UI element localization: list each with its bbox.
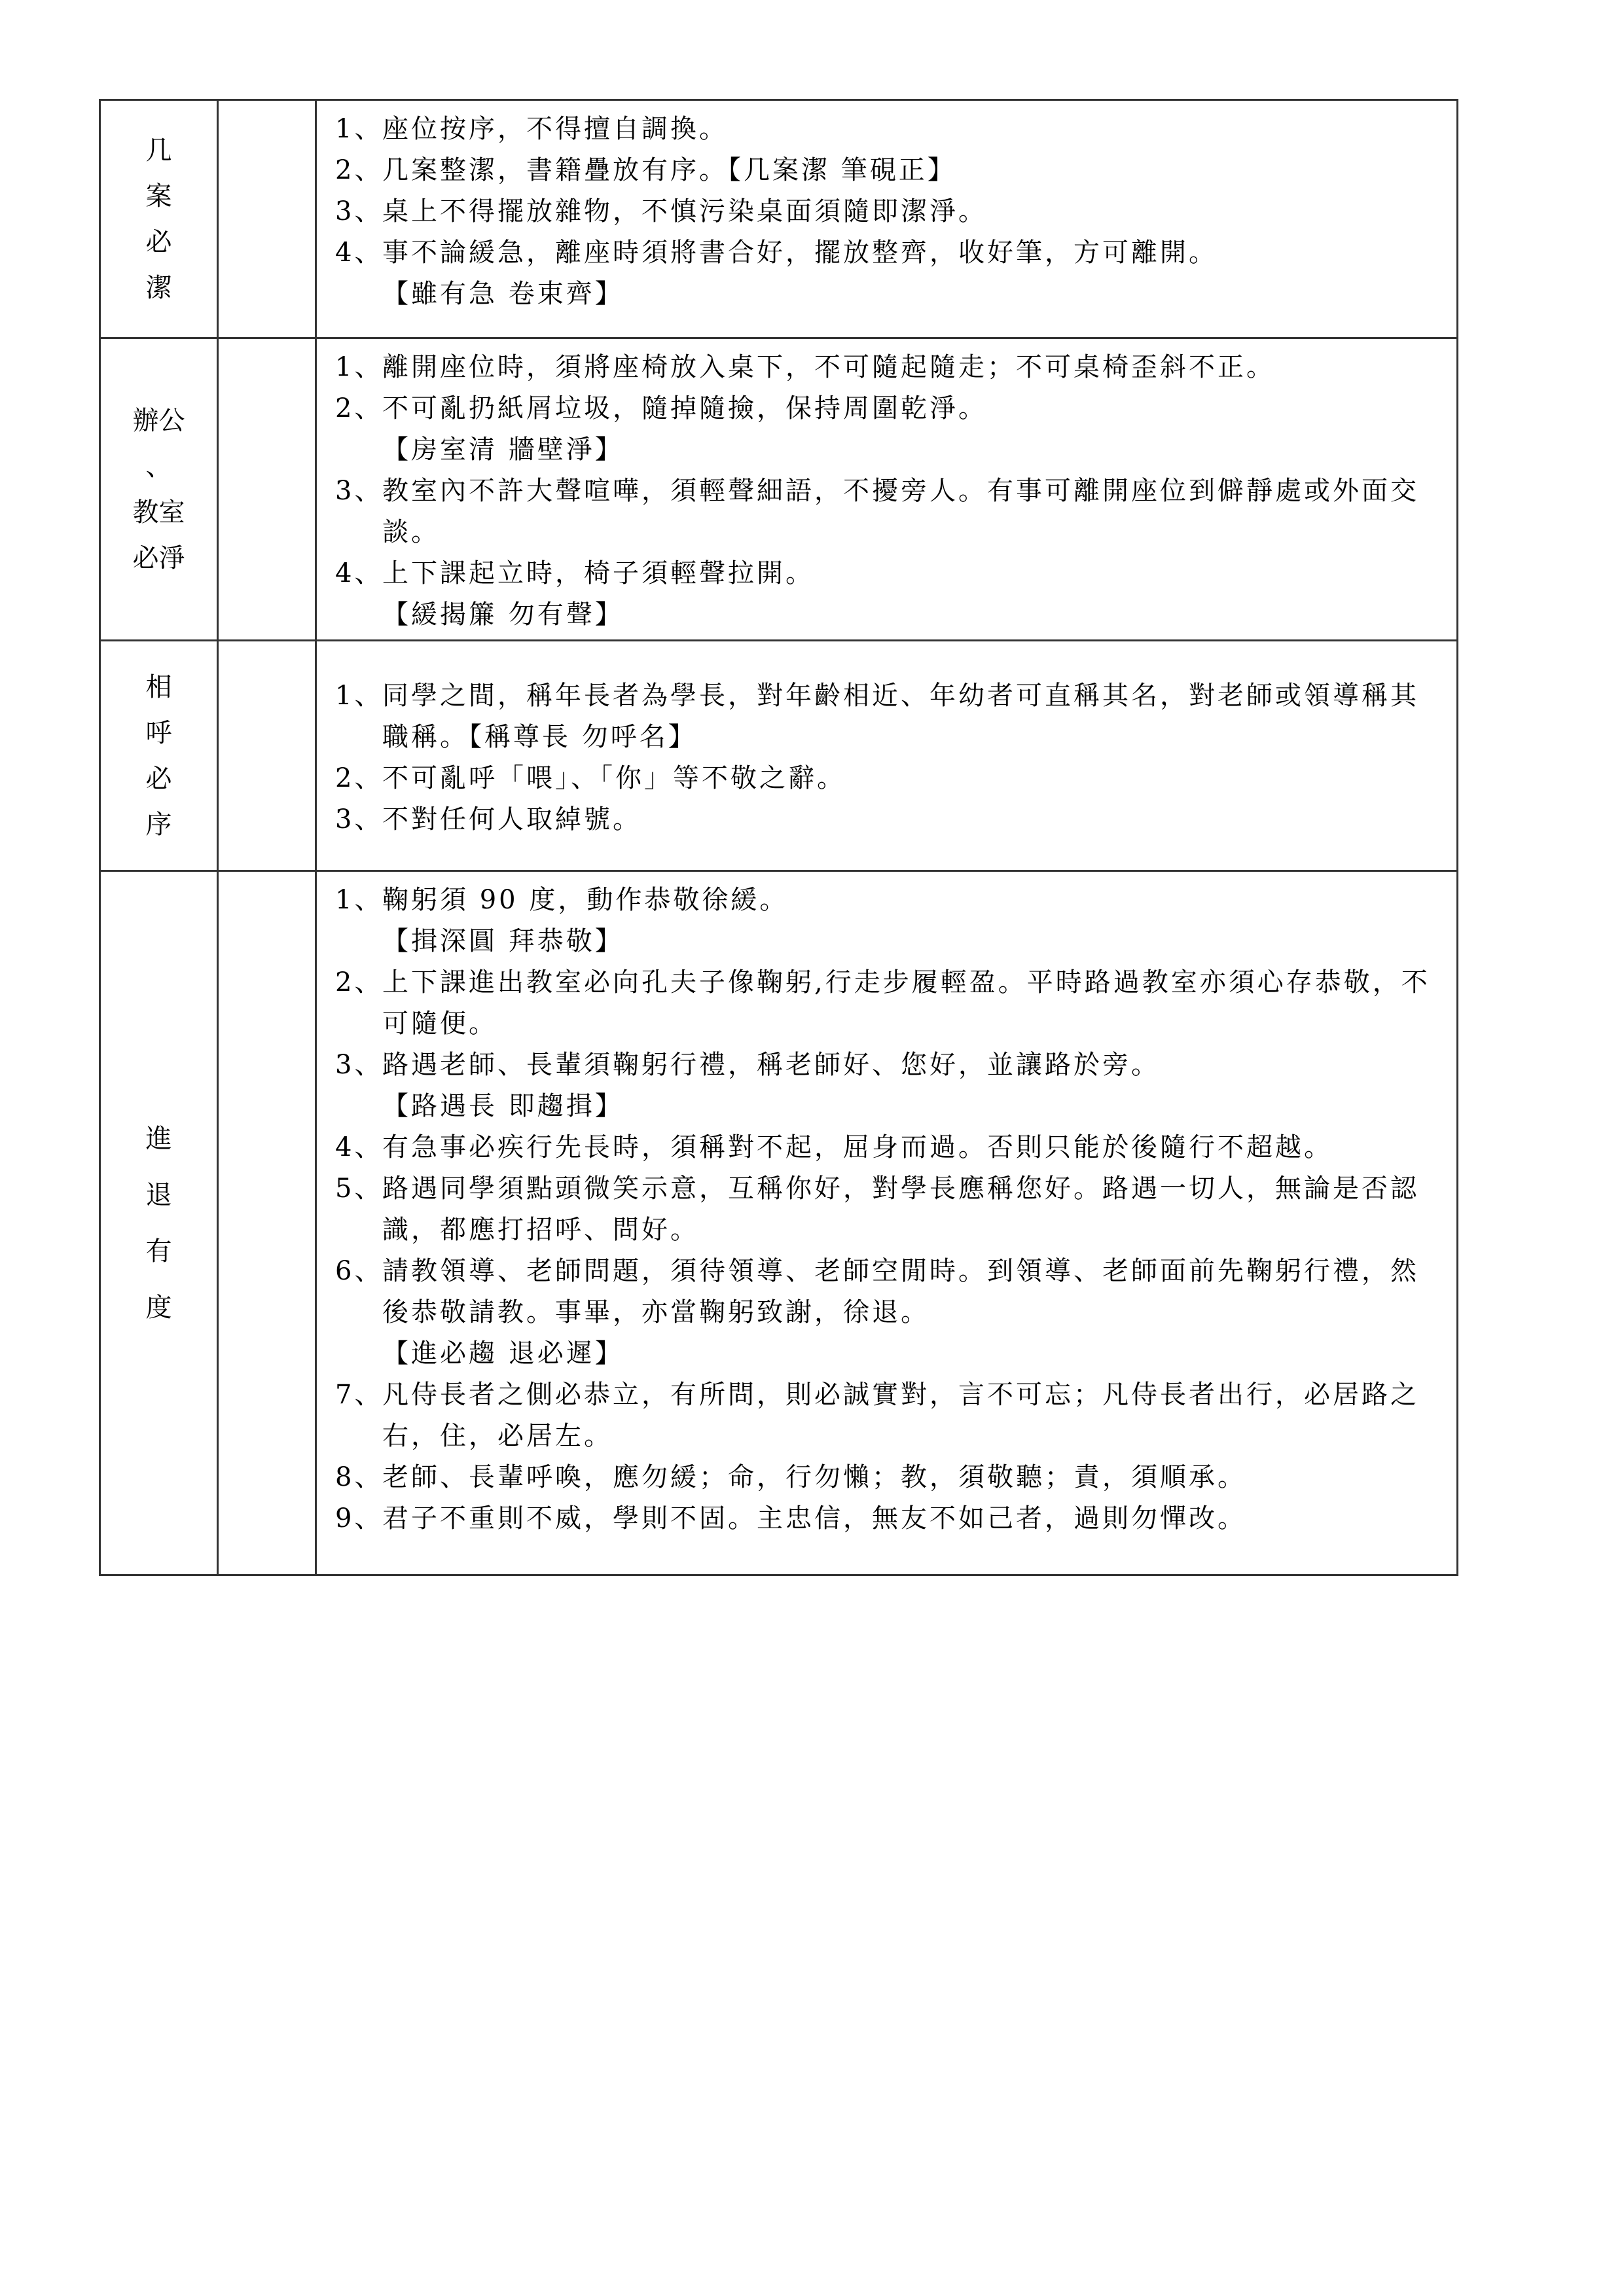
rule-text: 請教領導、老師問題，須待領導、老師空閒時。到領導、老師面前先鞠躬行禮，然後恭敬請教。事畢，亦當鞠躬致謝，徐退。 <box>382 1256 1419 1327</box>
section-body-cell <box>316 871 1458 1575</box>
rule-motto: 【房室清 牆壁淨】 <box>382 435 624 465</box>
section-title-cell <box>100 641 218 871</box>
rule-number: 2、 <box>335 762 384 793</box>
rule-item <box>335 880 1447 921</box>
rule-number: 1、 <box>335 885 384 915</box>
rule-item <box>335 799 1447 840</box>
blank-cell <box>218 871 316 1575</box>
rule-item <box>335 1457 1447 1498</box>
section-title-char: 必淨 <box>132 543 185 573</box>
rule-number: 3、 <box>335 1050 384 1080</box>
rule-text: 几案整潔，書籍疊放有序。【几案潔 筆硯正】 <box>382 155 956 185</box>
section-title-char: 案 <box>145 181 172 211</box>
rule-item <box>335 1168 1447 1251</box>
rule-text: 同學之間，稱年長者為學長，對年齡相近、年幼者可直稱其名，對老師或領導稱其職稱。【稱尊長 勿呼名】 <box>382 680 1419 752</box>
blank-cell <box>218 100 316 338</box>
section-title-char: 必 <box>145 226 172 257</box>
rule-item <box>335 109 1447 150</box>
rule-text: 事不論緩急，離座時須將書合好，擺放整齊，收好筆，方可離開。 <box>382 238 1218 268</box>
section-title-char: 辦公 <box>132 405 185 436</box>
rule-item <box>335 1251 1447 1333</box>
rule-text: 凡侍長者之側必恭立，有所問，則必誠實對，言不可忘；凡侍長者出行，必居路之右，住，必居左。 <box>382 1380 1419 1451</box>
rule-item <box>335 1374 1447 1457</box>
section-title-char: 進 <box>145 1123 172 1154</box>
rule-text: 君子不重則不威，學則不固。主忠信，無友不如己者，過則勿憚改。 <box>382 1503 1246 1534</box>
blank-cell <box>218 641 316 871</box>
rule-number: 7、 <box>335 1380 384 1410</box>
section-row <box>100 338 1458 641</box>
rule-number: 1、 <box>335 680 384 711</box>
section-title-char: 、 <box>145 451 172 482</box>
rule-text: 教室內不許大聲喧嘩，須輕聲細語，不擾旁人。有事可離開座位到僻靜處或外面交談。 <box>382 476 1419 547</box>
rule-item <box>335 553 1447 594</box>
rule-number: 5、 <box>335 1174 384 1204</box>
section-title-char: 有 <box>145 1236 172 1266</box>
rule-item <box>335 1127 1447 1168</box>
rule-number: 4、 <box>335 238 384 268</box>
rule-item <box>335 232 1447 274</box>
rule-number: 6、 <box>335 1256 384 1286</box>
section-title-char: 教室 <box>132 497 185 528</box>
blank-cell <box>218 338 316 641</box>
rule-item <box>335 758 1447 799</box>
rule-item <box>335 150 1447 191</box>
rules-table <box>99 99 1458 1576</box>
rule-item <box>335 1045 1447 1086</box>
section-title-char: 几 <box>145 135 172 166</box>
rule-item <box>335 1333 1447 1374</box>
rule-text: 路遇同學須點頭微笑示意，互稱你好，對學長應稱您好。路遇一切人，無論是否認識，都應打招呼、問好。 <box>382 1174 1419 1245</box>
rule-text: 離開座位時，須將座椅放入桌下，不可隨起隨走；不可桌椅歪斜不正。 <box>382 352 1275 382</box>
rule-motto: 【揖深圓 拜恭敬】 <box>382 926 624 956</box>
rule-text: 座位按序，不得擅自調換。 <box>382 114 728 144</box>
rule-item <box>335 191 1447 232</box>
rule-item <box>335 962 1447 1045</box>
section-body-cell <box>316 100 1458 338</box>
rule-item <box>335 429 1447 471</box>
section-body-cell <box>316 338 1458 641</box>
section-row <box>100 100 1458 338</box>
section-title-char: 序 <box>145 809 172 840</box>
rule-number: 3、 <box>335 476 384 506</box>
rule-text: 不可亂扔紙屑垃圾，隨掉隨撿，保持周圍乾淨。 <box>382 393 987 423</box>
rule-motto: 【路遇長 即趨揖】 <box>382 1091 624 1121</box>
rule-number: 8、 <box>335 1462 384 1492</box>
rule-text: 不對任何人取綽號。 <box>382 804 641 834</box>
rule-item <box>335 1498 1447 1539</box>
rule-number: 2、 <box>335 155 384 185</box>
rule-text: 路遇老師、長輩須鞠躬行禮，稱老師好、您好，並讓路於旁。 <box>382 1050 1160 1080</box>
section-title-char: 相 <box>145 672 172 702</box>
rule-number: 2、 <box>335 967 384 997</box>
section-motto: 【緩揭簾 勿有聲】 <box>382 600 624 630</box>
rule-motto: 【進必趨 退必遲】 <box>382 1338 624 1369</box>
rule-number: 3、 <box>335 196 384 226</box>
section-title-char: 潔 <box>145 272 172 303</box>
rule-number: 9、 <box>335 1503 384 1534</box>
rule-text: 有急事必疾行先長時，須稱對不起，屈身而過。否則只能於後隨行不超越。 <box>382 1132 1333 1162</box>
rule-number: 3、 <box>335 804 384 834</box>
rule-item <box>335 347 1447 388</box>
section-title-char: 度 <box>145 1292 172 1323</box>
rule-number: 1、 <box>335 352 384 382</box>
rule-number: 4、 <box>335 1132 384 1162</box>
rule-text: 上下課起立時，椅子須輕聲拉開。 <box>382 558 814 588</box>
rule-number: 1、 <box>335 114 384 144</box>
section-title-char: 呼 <box>145 717 172 748</box>
section-title-cell <box>100 871 218 1575</box>
rule-text: 老師、長輩呼喚，應勿緩；命，行勿懶；教，須敬聽；責，須順承。 <box>382 1462 1246 1492</box>
rule-text: 桌上不得擺放雜物，不慎污染桌面須隨即潔淨。 <box>382 196 987 226</box>
rule-item <box>335 388 1447 429</box>
rule-number: 4、 <box>335 558 384 588</box>
rule-item <box>335 675 1447 758</box>
section-title-char: 退 <box>145 1179 172 1210</box>
section-motto: 【雖有急 卷束齊】 <box>382 279 624 309</box>
section-row <box>100 641 1458 871</box>
rule-text: 鞠躬須 90 度，動作恭敬徐緩。 <box>382 885 789 915</box>
section-title-char: 必 <box>145 763 172 794</box>
rule-item <box>335 921 1447 962</box>
section-title-cell <box>100 338 218 641</box>
rule-text: 上下課進出教室必向孔夫子像鞠躬,行走步履輕盈。平時路過教室亦須心存恭敬，不可隨便。 <box>382 967 1430 1039</box>
section-title-cell <box>100 100 218 338</box>
rule-item <box>335 1086 1447 1127</box>
rule-text: 不可亂呼「喂」、「你」等不敬之辭。 <box>382 762 846 793</box>
rule-number: 2、 <box>335 393 384 423</box>
section-row <box>100 871 1458 1575</box>
section-body-cell <box>316 641 1458 871</box>
rule-item <box>335 471 1447 553</box>
